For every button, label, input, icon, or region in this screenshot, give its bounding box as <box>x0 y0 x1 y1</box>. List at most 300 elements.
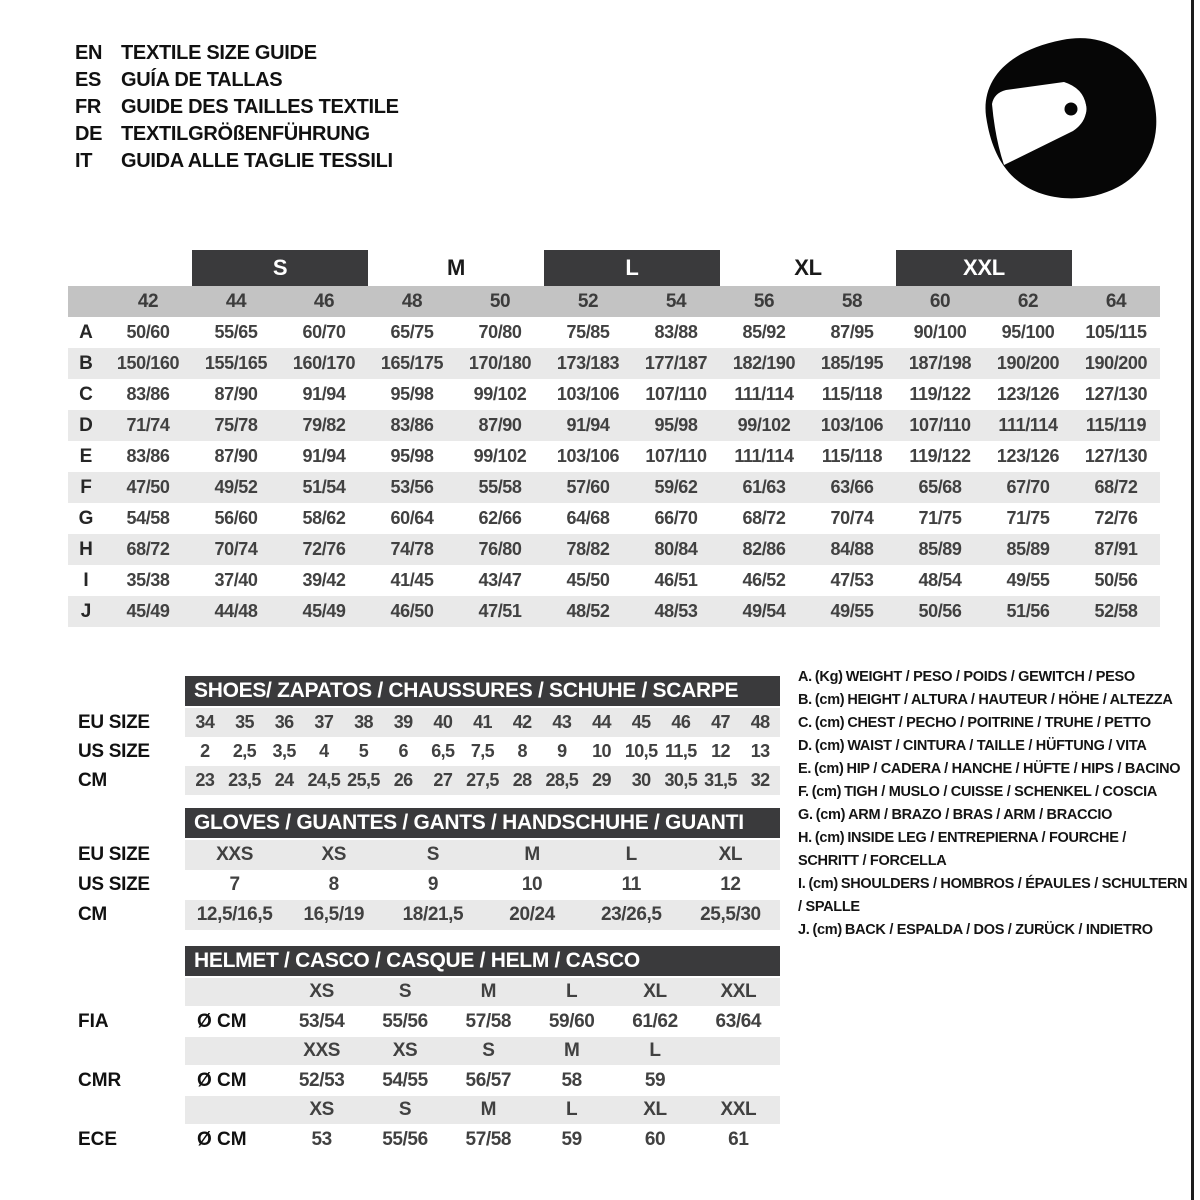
size-cell: 53/56 <box>390 477 434 497</box>
size-cell: 51/56 <box>1006 601 1050 621</box>
size-cell: 5 <box>358 741 369 761</box>
size-cell: 65/75 <box>390 322 434 342</box>
row-label: US SIZE <box>78 740 150 762</box>
size-cell: L <box>625 844 637 865</box>
size-cell: 3,5 <box>272 741 296 761</box>
size-cell: 12,5/16,5 <box>196 904 273 925</box>
size-cell: 11 <box>621 874 641 895</box>
size-cell: 6 <box>398 741 408 761</box>
size-cell: 182/190 <box>732 353 796 373</box>
helmet-values-row <box>68 1065 780 1096</box>
measurement-letter: J <box>80 600 92 622</box>
size-cell: 49/55 <box>830 601 874 621</box>
size-cell: 48 <box>750 712 770 732</box>
textile-rows <box>68 317 1160 627</box>
size-cell: 48/52 <box>566 601 610 621</box>
size-cell: 79/82 <box>302 415 346 435</box>
row-label: EU SIZE <box>78 711 150 733</box>
legend-item <box>798 735 1188 758</box>
legend-unit: (cm) <box>808 876 838 892</box>
size-cell: M <box>524 844 540 865</box>
size-cell: 10 <box>592 741 611 761</box>
size-cell: 71/74 <box>126 415 170 435</box>
size-cell: 115/118 <box>821 384 883 404</box>
size-cell: XS <box>321 844 347 865</box>
size-cell: 75/85 <box>566 322 610 342</box>
numeric-size-label: 60 <box>929 290 951 312</box>
numeric-size-label: 56 <box>753 290 775 312</box>
size-cell: 28 <box>512 770 532 790</box>
legend-item <box>798 919 1188 942</box>
standard-label: ECE <box>78 1128 118 1150</box>
legend-text: CHEST / PECHO / POITRINE / TRUHE / PETTO <box>847 715 1151 731</box>
row-values <box>185 708 780 737</box>
measurement-letter: B <box>79 352 93 374</box>
size-cell: 87/95 <box>830 322 874 342</box>
size-label-cell: XL <box>643 981 667 1002</box>
size-cell: 10 <box>521 874 543 895</box>
size-cell: 55/58 <box>478 477 522 497</box>
size-cell: 123/126 <box>996 446 1060 466</box>
row-values <box>185 766 780 795</box>
shoes-section-header: SHOES/ ZAPATOS / CHAUSSURES / SCHUHE / SCARPE <box>185 676 780 706</box>
size-label-cell: L <box>566 1099 578 1120</box>
size-cell: 99/102 <box>473 384 527 404</box>
size-cell: 45 <box>631 712 651 732</box>
row-values <box>185 900 780 930</box>
size-cell: 155/165 <box>204 353 268 373</box>
size-cell: 45/49 <box>126 601 170 621</box>
legend-unit: (cm) <box>812 922 842 938</box>
gloves-rows <box>68 840 780 930</box>
size-cell: 150/160 <box>116 353 180 373</box>
size-cell: 82/86 <box>742 539 786 559</box>
shoes-size-table <box>68 676 780 795</box>
numeric-size-label: 46 <box>313 290 335 312</box>
size-group-label: XL <box>794 255 822 280</box>
table-row <box>68 840 780 870</box>
size-cell: 28,5 <box>545 770 579 790</box>
legend-item <box>798 804 1188 827</box>
helmet-values-row <box>68 1006 780 1037</box>
size-cell: 95/98 <box>390 446 434 466</box>
size-cell: 115/118 <box>821 446 883 466</box>
language-code: IT <box>75 150 93 172</box>
size-label-cell: L <box>649 1040 661 1061</box>
size-cell: 70/74 <box>830 508 874 528</box>
size-cell: 7 <box>229 874 240 895</box>
size-cell: 107/110 <box>645 446 707 466</box>
numeric-size-label: 48 <box>401 290 423 312</box>
size-cell: 2,5 <box>232 741 257 761</box>
size-cell: 6,5 <box>431 741 455 761</box>
size-cell: 45/49 <box>302 601 346 621</box>
helmet-size-table <box>68 946 780 1155</box>
standard-label: CMR <box>78 1069 122 1091</box>
row-values <box>185 870 780 900</box>
size-cell: 51/54 <box>302 477 346 497</box>
size-cell: 75/78 <box>214 415 258 435</box>
size-label-cell: M <box>480 981 497 1002</box>
size-cell: 61/63 <box>742 477 786 497</box>
size-cell: 35 <box>235 712 254 732</box>
size-cell: 36 <box>274 712 294 732</box>
legend-unit: (cm) <box>814 738 845 754</box>
table-row <box>68 472 1160 503</box>
size-cell: 57/60 <box>566 477 610 497</box>
legend-key: G. <box>798 807 813 823</box>
size-cell: 74/78 <box>390 539 434 559</box>
size-cell: 65/68 <box>918 477 962 497</box>
row-values <box>185 1065 780 1096</box>
helmet-section-header: HELMET / CASCO / CASQUE / HELM / CASCO <box>185 946 780 976</box>
size-group-label: L <box>544 250 720 286</box>
language-title-row <box>75 40 399 67</box>
size-cell: 95/98 <box>654 415 698 435</box>
size-cell: 83/88 <box>654 322 698 342</box>
size-cell: 111/114 <box>734 384 794 404</box>
legend-key: D. <box>798 738 812 754</box>
size-cell: 119/122 <box>909 446 971 466</box>
size-label-cell: XXL <box>720 981 757 1002</box>
size-cell: 12 <box>720 874 741 895</box>
size-cell: 91/94 <box>302 384 346 404</box>
size-cell: 47/51 <box>478 601 522 621</box>
legend-key: I. <box>798 876 806 892</box>
size-cell: 170/180 <box>468 353 532 373</box>
size-cell: 67/70 <box>1006 477 1050 497</box>
legend-key: A. <box>798 669 812 685</box>
size-cell: 39 <box>393 712 413 732</box>
table-row <box>68 870 780 900</box>
row-label-spacer <box>68 1037 185 1065</box>
numeric-size-label: 62 <box>1017 290 1039 312</box>
size-cell: 190/200 <box>1084 353 1148 373</box>
size-cell: 127/130 <box>1084 446 1148 466</box>
size-cell: 72/76 <box>302 539 346 559</box>
size-cell: 64/68 <box>566 508 610 528</box>
legend-text: BACK / ESPALDA / DOS / ZURÜCK / INDIETRO <box>844 922 1153 938</box>
size-cell: 70/80 <box>478 322 522 342</box>
size-cell: 103/106 <box>556 384 620 404</box>
row-label: CM <box>78 769 107 791</box>
size-cell: 85/89 <box>918 539 962 559</box>
legend-key: J. <box>798 922 810 938</box>
measurement-letter: G <box>78 507 94 529</box>
size-label-cell: XS <box>309 1099 334 1120</box>
measurement-letter: D <box>79 414 93 436</box>
language-code: DE <box>75 123 103 145</box>
size-cell: 99/102 <box>473 446 527 466</box>
size-cell: 58 <box>561 1069 582 1091</box>
size-cell: 177/187 <box>644 353 708 373</box>
size-cell: 111/114 <box>998 415 1058 435</box>
helmet-groups <box>68 978 780 1155</box>
size-cell: 52/53 <box>298 1069 345 1091</box>
size-cell: 57/58 <box>465 1010 512 1032</box>
legend-item <box>798 827 1188 873</box>
numeric-size-label: 54 <box>665 290 687 312</box>
size-cell: 83/86 <box>390 415 434 435</box>
table-row <box>68 708 780 737</box>
legend-item <box>798 758 1188 781</box>
size-label-cell: XL <box>643 1099 667 1120</box>
legend-text: WEIGHT / PESO / POIDS / GEWITCH / PESO <box>845 669 1135 685</box>
table-row <box>68 900 780 930</box>
size-cell: 107/110 <box>909 415 971 435</box>
size-cell: 103/106 <box>820 415 884 435</box>
legend-item <box>798 712 1188 735</box>
size-cell: 60/70 <box>302 322 346 342</box>
size-cell: 2 <box>200 741 210 761</box>
size-cell: 49/55 <box>1006 570 1050 590</box>
table-row <box>68 441 1160 472</box>
size-cell: 38 <box>354 712 373 732</box>
size-cell: 111/114 <box>734 446 794 466</box>
legend-key: C. <box>798 715 812 731</box>
size-group-label: XXL <box>896 250 1072 286</box>
size-cell: 26 <box>393 770 413 790</box>
size-cell: 49/54 <box>742 601 786 621</box>
legend-unit: (cm) <box>815 807 846 823</box>
size-label-cell: S <box>398 981 412 1002</box>
row-values <box>185 737 780 766</box>
row-values <box>185 1096 780 1124</box>
language-code: ES <box>75 69 102 91</box>
size-cell: 32 <box>750 770 770 790</box>
size-cell: 49/52 <box>214 477 258 497</box>
size-cell: 59 <box>644 1069 666 1091</box>
size-cell: 53/54 <box>298 1010 345 1032</box>
size-cell: 54/58 <box>126 508 170 528</box>
size-cell: 24 <box>274 770 294 790</box>
size-cell: 87/90 <box>214 446 258 466</box>
size-cell: 41/45 <box>390 570 434 590</box>
size-cell: 87/90 <box>478 415 522 435</box>
size-cell: 68/72 <box>1094 477 1138 497</box>
table-row <box>68 379 1160 410</box>
guide-title: GUIDE DES TAILLES TEXTILE <box>121 96 399 118</box>
size-cell: 13 <box>750 741 770 761</box>
legend-unit: (cm) <box>811 784 842 800</box>
legend-unit: (cm) <box>814 830 845 846</box>
size-cell: 62/66 <box>478 508 522 528</box>
size-cell: 60/64 <box>390 508 434 528</box>
legend-text: TIGH / MUSLO / CUISSE / SCHENKEL / COSCIA <box>844 784 1158 800</box>
diameter-unit-label: Ø CM <box>197 1128 247 1150</box>
helmet-standard-group <box>68 978 780 1037</box>
size-cell: 8 <box>517 741 527 761</box>
size-cell: 30 <box>631 770 651 790</box>
size-cell: 59/62 <box>654 477 698 497</box>
size-cell: 46/51 <box>654 570 698 590</box>
size-cell: 91/94 <box>566 415 610 435</box>
legend-key: F. <box>798 784 809 800</box>
size-cell: 87/90 <box>214 384 258 404</box>
standard-label: FIA <box>78 1010 109 1032</box>
size-cell: 23/26,5 <box>600 904 662 925</box>
size-cell: 37 <box>314 712 334 732</box>
size-cell: 91/94 <box>302 446 346 466</box>
table-row <box>68 596 1160 627</box>
size-cell: 43/47 <box>478 570 522 590</box>
size-cell: 105/115 <box>1085 322 1147 342</box>
row-label-spacer <box>68 1096 185 1124</box>
legend-item <box>798 689 1188 712</box>
size-cell: 34 <box>195 712 215 732</box>
numeric-size-label: 52 <box>577 290 599 312</box>
size-cell: 39/42 <box>302 570 346 590</box>
legend-unit: (cm) <box>814 715 845 731</box>
size-cell: 61/62 <box>632 1010 678 1032</box>
size-cell: 107/110 <box>645 384 707 404</box>
size-cell: 60 <box>644 1128 666 1150</box>
legend-text: SHOULDERS / HOMBROS / ÉPAULES / SCHULTERN / SPALLE <box>798 876 1188 915</box>
diameter-unit-label: Ø CM <box>197 1010 247 1032</box>
size-cell: 68/72 <box>126 539 170 559</box>
legend-unit: (Kg) <box>814 669 843 685</box>
gloves-section-header: GLOVES / GUANTES / GANTS / HANDSCHUHE / GUANTI <box>185 808 780 838</box>
size-cell: 85/89 <box>1006 539 1050 559</box>
table-row <box>68 317 1160 348</box>
language-code: EN <box>75 42 103 64</box>
legend-text: INSIDE LEG / ENTREPIERNA / FOURCHE / SCHRITT / FORCELLA <box>798 830 1127 869</box>
legend-text: HIP / CADERA / HANCHE / HÜFTE / HIPS / BACINO <box>846 761 1181 777</box>
size-cell: 7,5 <box>470 741 495 761</box>
size-cell: 47/50 <box>126 477 170 497</box>
size-cell: 90/100 <box>913 322 967 342</box>
size-cell: 46 <box>671 712 691 732</box>
size-cell: 47/53 <box>830 570 874 590</box>
legend-item <box>798 873 1188 919</box>
size-cell: 11,5 <box>665 741 697 761</box>
size-cell: 50/56 <box>918 601 962 621</box>
size-cell: 37/40 <box>214 570 258 590</box>
measurement-letter: F <box>80 476 92 498</box>
size-cell: 9 <box>557 741 567 761</box>
racing-helmet-icon <box>950 18 1180 218</box>
size-cell: 12 <box>711 741 730 761</box>
size-cell: 47 <box>711 712 730 732</box>
row-values <box>185 1006 780 1037</box>
measurement-letter: C <box>79 383 93 405</box>
textile-size-table <box>68 250 1160 627</box>
size-cell: 10,5 <box>624 741 658 761</box>
size-cell: 83/86 <box>126 384 170 404</box>
size-cell: 59 <box>561 1128 582 1150</box>
size-label-cell: S <box>482 1040 495 1061</box>
size-cell: 16,5/19 <box>303 904 365 925</box>
size-cell: 41 <box>473 712 492 732</box>
size-cell: 8 <box>328 874 339 895</box>
table-row <box>68 766 780 795</box>
size-cell: 185/195 <box>820 353 884 373</box>
language-title-row <box>75 67 399 94</box>
legend-text: WAIST / CINTURA / TAILLE / HÜFTUNG / VITA <box>847 738 1147 754</box>
size-cell: 165/175 <box>380 353 444 373</box>
size-cell: 71/75 <box>1006 508 1050 528</box>
legend-item <box>798 666 1188 689</box>
size-cell: 29 <box>592 770 611 790</box>
size-cell: 63/66 <box>830 477 874 497</box>
size-label-cell: XXL <box>720 1099 757 1120</box>
helmet-standard-group <box>68 1037 780 1096</box>
diameter-unit-label: Ø CM <box>197 1069 247 1091</box>
size-group-header-row <box>104 250 1160 286</box>
language-title-row <box>75 94 399 121</box>
size-cell: 72/76 <box>1094 508 1138 528</box>
size-cell: 24,5 <box>307 770 341 790</box>
shoes-rows <box>68 708 780 795</box>
size-cell: 54/55 <box>382 1069 428 1091</box>
language-title-row <box>75 148 399 175</box>
size-cell: 70/74 <box>214 539 258 559</box>
legend-unit: (cm) <box>814 692 845 708</box>
size-cell: 45/50 <box>566 570 610 590</box>
size-cell: 57/58 <box>465 1128 512 1150</box>
size-cell: 44 <box>592 712 611 732</box>
size-label-cell: L <box>566 981 578 1002</box>
measurement-letter: I <box>83 569 89 591</box>
language-title-row <box>75 121 399 148</box>
table-row <box>68 348 1160 379</box>
size-cell: 78/82 <box>566 539 610 559</box>
legend-key: B. <box>798 692 812 708</box>
measurement-legend <box>798 666 1188 942</box>
size-label-cell: M <box>480 1099 497 1120</box>
size-label-cell: M <box>563 1040 580 1061</box>
size-cell: 30,5 <box>664 770 698 790</box>
size-cell: XXS <box>216 844 253 865</box>
helmet-standard-group <box>68 1096 780 1155</box>
size-cell: 87/91 <box>1094 539 1138 559</box>
size-cell: 50/60 <box>126 322 170 342</box>
guide-title: GUÍA DE TALLAS <box>121 69 283 91</box>
size-cell: 23,5 <box>228 770 261 790</box>
row-label: CM <box>78 904 107 925</box>
size-cell: 40 <box>433 712 453 732</box>
size-cell: 61 <box>728 1128 749 1150</box>
size-cell: 187/198 <box>908 353 972 373</box>
row-values <box>185 978 780 1006</box>
size-cell: 173/183 <box>556 353 620 373</box>
size-cell: 56/60 <box>214 508 258 528</box>
size-cell: 63/64 <box>715 1010 762 1032</box>
size-cell: 55/56 <box>382 1128 428 1150</box>
language-title-list <box>75 40 399 175</box>
size-cell: 27 <box>433 770 453 790</box>
size-cell: 58/62 <box>302 508 346 528</box>
size-cell: 50/56 <box>1094 570 1138 590</box>
legend-unit: (cm) <box>814 761 844 777</box>
helmet-sizes-row <box>68 978 780 1006</box>
table-row <box>68 410 1160 441</box>
size-cell: 95/100 <box>1001 322 1055 342</box>
legend-key: E. <box>798 761 812 777</box>
table-row <box>68 565 1160 596</box>
size-cell: 68/72 <box>742 508 786 528</box>
measurement-letter: H <box>79 538 93 560</box>
size-cell: 55/56 <box>382 1010 428 1032</box>
gloves-size-table <box>68 808 780 930</box>
size-cell: XL <box>718 844 743 865</box>
guide-title: TEXTILGRÖßENFÜHRUNG <box>121 123 370 145</box>
row-values <box>185 1124 780 1155</box>
measurement-letter: A <box>79 321 93 343</box>
numeric-size-label: 44 <box>225 290 247 312</box>
size-cell: 35/38 <box>126 570 170 590</box>
size-cell: 160/170 <box>292 353 356 373</box>
